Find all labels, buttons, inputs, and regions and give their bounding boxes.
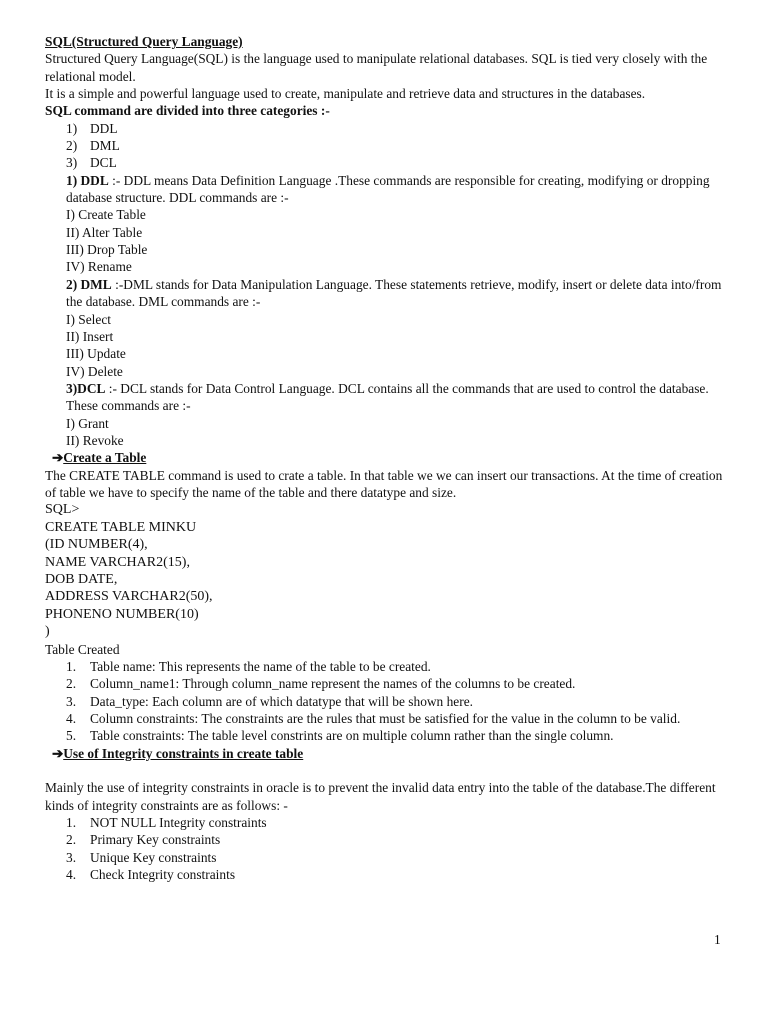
list-item: 1. NOT NULL Integrity constraints xyxy=(66,814,267,830)
create-table-list xyxy=(45,658,730,745)
document-page xyxy=(45,33,730,883)
list-item: 4. Column constraints: The constraints are the rules that must be satisfied for the value in the column to be valid. xyxy=(66,710,681,726)
dml-command: III) Update xyxy=(66,346,126,362)
dcl-command: II) Revoke xyxy=(66,432,124,448)
ddl-command: III) Drop Table xyxy=(66,242,148,258)
dcl-command: I) Grant xyxy=(66,415,109,431)
intro-paragraph-1: Structured Query Language(SQL) is the language used to manipulate relational databases. SQL is tied very closely with the relational model. xyxy=(45,51,708,84)
integrity-list xyxy=(45,814,730,883)
code-line: ) xyxy=(45,624,50,640)
code-line: NAME VARCHAR2(15), xyxy=(45,554,190,570)
table-created-message: Table Created xyxy=(45,641,120,657)
intro-paragraph-2: It is a simple and powerful language used to create, manipulate and retrieve data and structures in the databases. xyxy=(45,86,646,102)
category-item: 1) DDL xyxy=(66,120,118,136)
right-arrow-icon: ➔ xyxy=(52,745,64,761)
code-line: DOB DATE, xyxy=(45,571,118,587)
dml-command: I) Select xyxy=(66,311,111,327)
list-item: 2. Column_name1: Through column_name represent the names of the columns to be created. xyxy=(66,676,576,692)
list-item: 1. Table name: This represents the name of the table to be created. xyxy=(66,658,431,674)
spacer xyxy=(45,762,730,779)
integrity-heading: ➔Use of Integrity constraints in create table xyxy=(52,745,304,761)
ddl-command: I) Create Table xyxy=(66,207,146,223)
categories-heading: SQL command are divided into three categories :- xyxy=(45,103,330,119)
sql-code-block xyxy=(45,501,730,640)
code-line: SQL> xyxy=(45,502,80,518)
dml-command: II) Insert xyxy=(66,328,114,344)
code-line: CREATE TABLE MINKU xyxy=(45,519,197,535)
dcl-description: 3)DCL :- DCL stands for Data Control Language. DCL contains all the commands that are used to control the database. These commands are :- xyxy=(66,380,709,414)
create-table-heading: ➔Create a Table xyxy=(52,450,147,466)
list-item: 5. Table constraints: The table level constrints are on multiple column rather than the single column. xyxy=(66,728,614,744)
right-arrow-icon: ➔ xyxy=(52,450,64,466)
create-table-paragraph: The CREATE TABLE command is used to crate a table. In that table we we can insert our transactions. At the time of creation of table we have to specify the name of the table and there datatype and size. xyxy=(45,467,723,500)
page-number: 1 xyxy=(714,932,721,947)
code-line: (ID NUMBER(4), xyxy=(45,537,148,553)
list-item: 4. Check Integrity constraints xyxy=(66,867,236,882)
ddl-command: II) Alter Table xyxy=(66,224,143,240)
category-item: 3) DCL xyxy=(66,155,117,171)
page-title: SQL(Structured Query Language) xyxy=(45,34,243,49)
ddl-description: 1) DDL :- DDL means Data Definition Language .These commands are responsible for creating, modifying or dropping database structure. DDL commands are :- xyxy=(66,172,710,206)
list-item: 2. Primary Key constraints xyxy=(66,832,221,848)
dml-description: 2) DML :-DML stands for Data Manipulation Language. These statements retrieve, modify, insert or delete data into/from the database. DML commands are :- xyxy=(66,276,722,310)
category-item: 2) DML xyxy=(66,138,120,154)
list-item: 3. Data_type: Each column are of which datatype that will be shown here. xyxy=(66,693,473,709)
ddl-command: IV) Rename xyxy=(66,259,132,275)
dml-command: IV) Delete xyxy=(66,363,123,379)
list-item: 3. Unique Key constraints xyxy=(66,849,217,865)
code-line: PHONENO NUMBER(10) xyxy=(45,606,199,622)
integrity-paragraph: Mainly the use of integrity constraints in oracle is to prevent the invalid data entry into the table of the database.The different kinds of integrity constraints are as follows: - xyxy=(45,780,716,813)
code-line: ADDRESS VARCHAR2(50), xyxy=(45,589,213,605)
